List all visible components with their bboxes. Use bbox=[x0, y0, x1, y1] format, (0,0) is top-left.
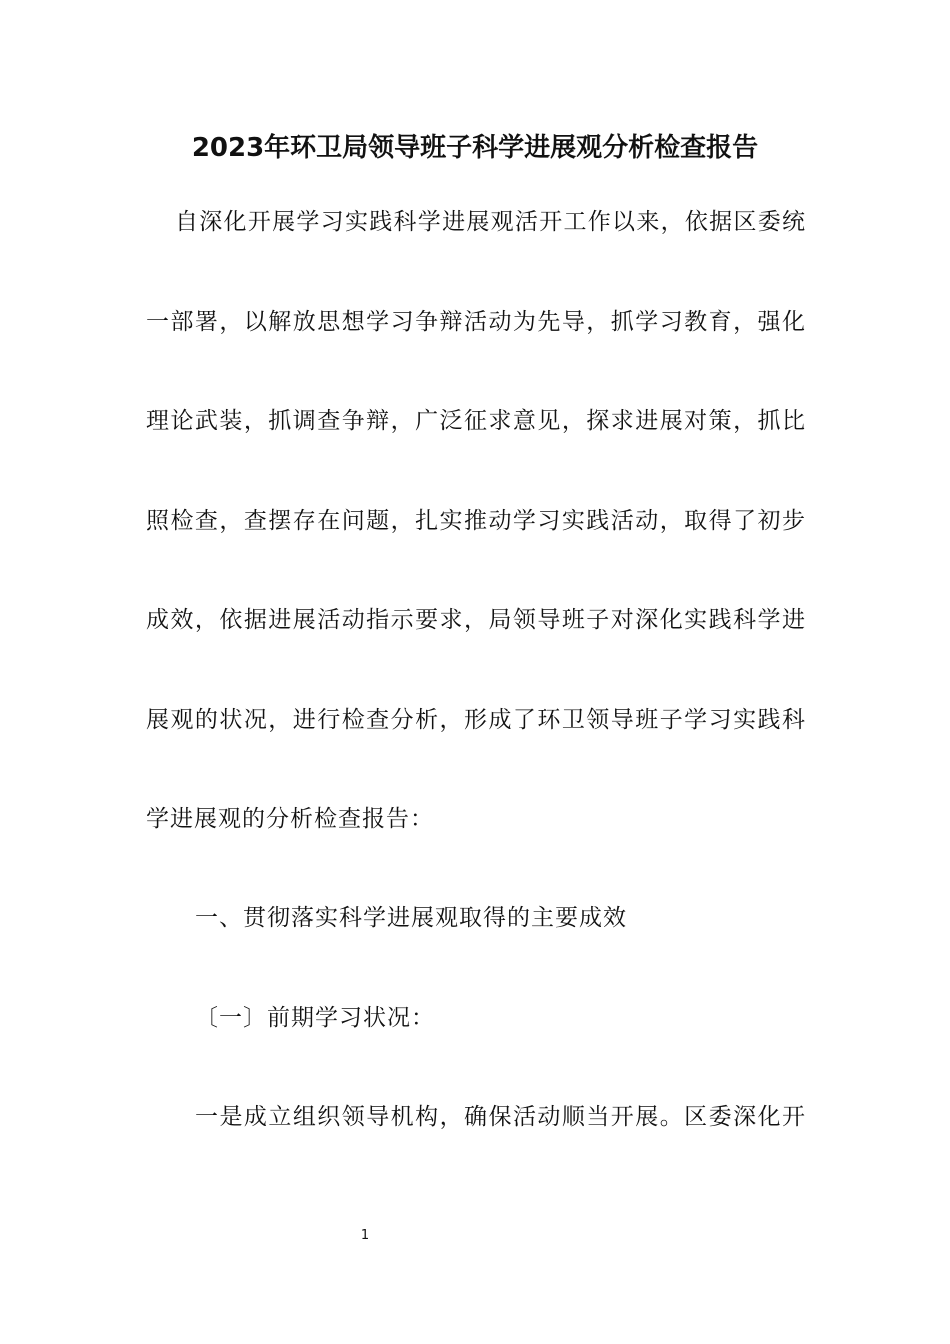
subsection-heading: 〔一〕前期学习状况： bbox=[195, 1005, 435, 1031]
section-heading: 一、贯彻落实科学进展观取得的主要成效 bbox=[195, 905, 627, 931]
paragraph-line: 学进展观的分析检查报告： bbox=[146, 806, 434, 832]
paragraph-line: 照检查，查摆存在问题，扎实推动学习实践活动，取得了初步 bbox=[146, 508, 806, 534]
page-number: 1 bbox=[360, 1228, 370, 1243]
paragraph-line: 展观的状况，进行检查分析，形成了环卫领导班子学习实践科 bbox=[146, 707, 806, 733]
paragraph-line: 成效，依据进展活动指示要求，局领导班子对深化实践科学进 bbox=[146, 607, 806, 633]
paragraph-line: 一部署，以解放思想学习争辩活动为先导，抓学习教育，强化 bbox=[146, 309, 806, 335]
paragraph-line: 自深化开展学习实践科学进展观活开工作以来，依据区委统 bbox=[175, 209, 806, 235]
paragraph-line: 一是成立组织领导机构，确保活动顺当开展。区委深化开 bbox=[195, 1104, 806, 1130]
document-title: 2023年环卫局领导班子科学进展观分析检查报告 bbox=[191, 133, 759, 163]
paragraph-line: 理论武装，抓调查争辩，广泛征求意见，探求进展对策，抓比 bbox=[146, 408, 806, 434]
